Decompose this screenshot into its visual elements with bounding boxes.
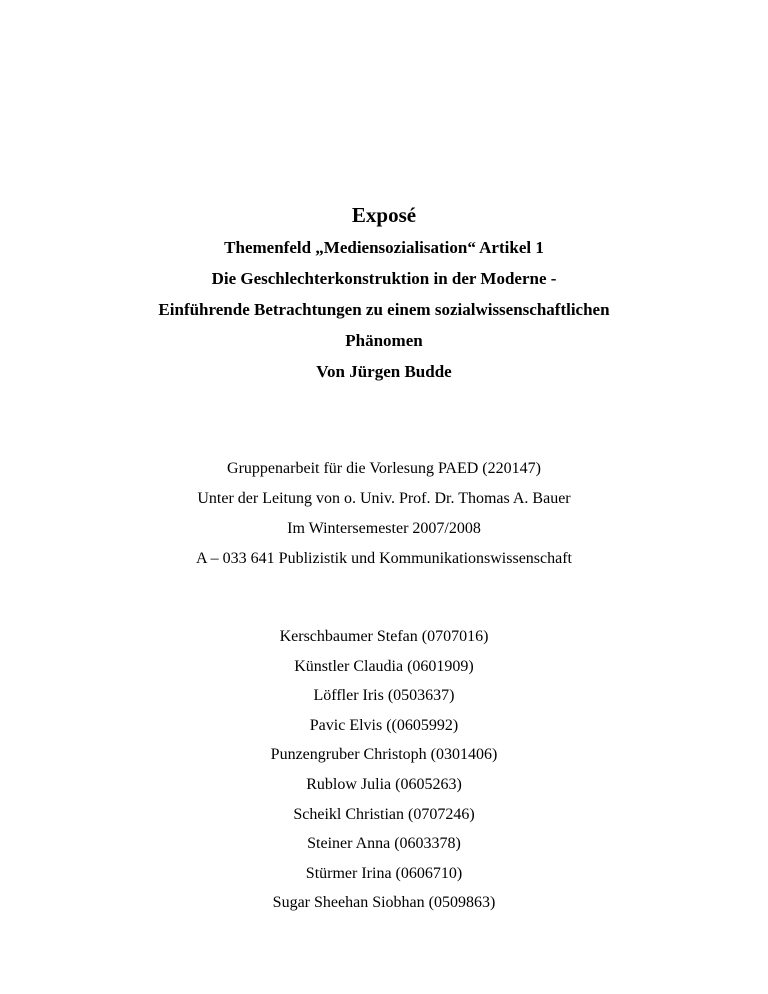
member-item: Sugar Sheehan Siobhan (0509863) (272, 894, 496, 912)
heading-topic-line: Themenfeld „Mediensozialisation“ Artikel 1 (224, 238, 544, 257)
member-item: Kerschbaumer Stefan (0707016) (279, 628, 489, 645)
heading-article-subtitle-line: Einführende Betrachtungen zu einem sozialwissenschaftlichen (158, 300, 610, 319)
course-info-line: Gruppenarbeit für die Vorlesung PAED (220147) (227, 460, 541, 477)
member-item: Stürmer Irina (0606710) (305, 864, 463, 882)
course-info (0, 454, 768, 574)
document-title: Exposé (351, 203, 417, 227)
heading-author-line: Von Jürgen Budde (316, 362, 452, 381)
member-item: Punzengruber Christoph (0301406) (270, 746, 498, 764)
member-item: Künstler Claudia (0601909) (294, 657, 474, 675)
member-item: Steiner Anna (0603378) (307, 835, 461, 853)
member-item: Scheikl Christian (0707246) (293, 805, 475, 823)
heading-article-title-line: Die Geschlechterkonstruktion in der Moderne - (211, 269, 557, 288)
member-item: Rublow Julia (0605263) (306, 775, 462, 793)
heading-article-subtitle-continued: Phänomen (345, 331, 423, 350)
supervisor-line: Unter der Leitung von o. Univ. Prof. Dr. Thomas A. Bauer (197, 490, 571, 507)
article-heading (0, 232, 768, 387)
member-item: Pavic Elvis ((0605992) (309, 716, 459, 734)
member-item: Löffler Iris (0503637) (313, 687, 455, 705)
program-line: A – 033 641 Publizistik und Kommunikationswissenschaft (196, 550, 572, 567)
semester-line: Im Wintersemester 2007/2008 (287, 520, 481, 537)
group-members-list (0, 622, 768, 918)
